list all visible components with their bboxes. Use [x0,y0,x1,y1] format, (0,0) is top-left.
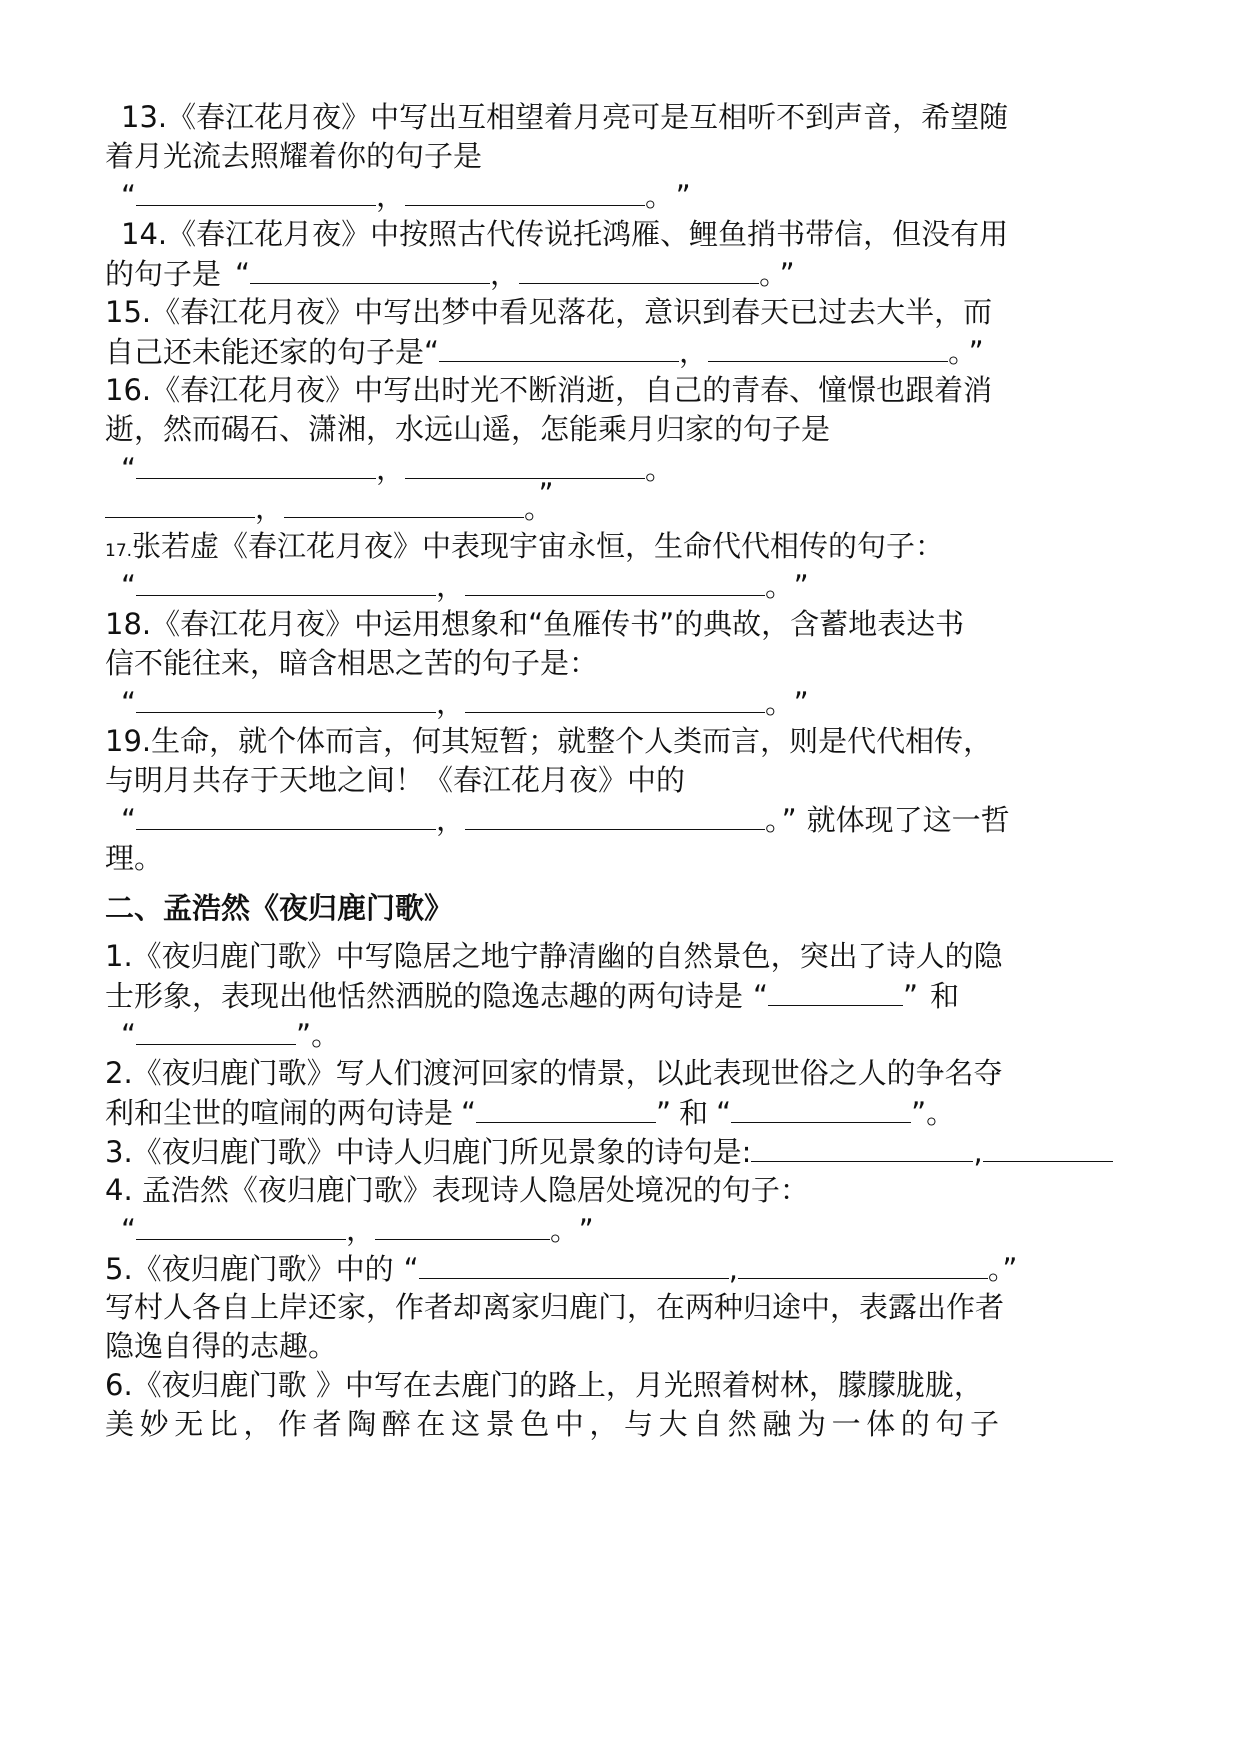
section2-question-2-line-2 [105,1091,955,1135]
question-13-line-1: 13.《春江花月夜》中写出互相望着月亮可是互相听不到声音，希望随 [121,100,1009,134]
answer-blank[interactable] [731,1091,911,1123]
answer-blank[interactable] [136,174,376,206]
answer-blank[interactable] [136,681,436,713]
section-heading: 二、孟浩然《夜归鹿门歌》 [105,891,454,925]
open-quote: “ [461,1096,477,1130]
question-19-tail: 就体现了这一哲 [806,803,1010,837]
close-quote: ” [538,477,554,511]
open-quote: “ [121,569,137,603]
question-16-line-2: 逝，然而碣石、潇湘，水远山遥，怎能乘月归家的句子是 [105,412,831,446]
section2-question-1-answer-line [121,1013,340,1057]
period: 。 [765,803,780,837]
answer-blank[interactable] [751,1130,973,1162]
answer-blank[interactable] [519,252,759,284]
answer-blank[interactable] [136,1013,296,1045]
period: 。 [759,257,774,291]
section2-question-3-text: 3.《夜归鹿门歌》中诗人归鹿门所见景象的诗句是: [105,1135,752,1169]
answer-blank[interactable] [465,564,765,596]
open-quote: “ [235,257,251,291]
period: 。 [524,491,539,525]
comma: ， [346,1213,376,1247]
period-close-quote: 。” [987,1252,1018,1286]
answer-blank[interactable] [105,486,255,518]
open-quote: “ [403,1252,419,1286]
comma: , [973,1135,983,1169]
comma: , [728,1252,738,1286]
period: 。 [550,1213,565,1247]
question-13-line-2: 着月光流去照耀着你的句子是 [105,139,483,173]
question-19-line-4: 理。 [105,841,164,875]
answer-blank[interactable] [405,174,645,206]
question-14-line-1: 14.《春江花月夜》中按照古代传说托鸿雁、鲤鱼捎书带信，但没有用 [121,217,1009,251]
and-connector: 和 [679,1096,709,1130]
section2-question-5-line-3: 隐逸自得的志趣。 [105,1329,338,1363]
close-quote: ” [793,686,809,720]
answer-blank[interactable] [136,1208,346,1240]
question-18-answer-line [121,681,809,725]
answer-blank[interactable] [250,252,490,284]
period: 。 [926,1096,956,1130]
answer-blank[interactable] [375,1208,550,1240]
period: 。 [311,1018,341,1052]
comma: ， [376,179,406,213]
answer-blank[interactable] [476,1091,656,1123]
question-17-number: 17. [105,541,133,561]
answer-blank[interactable] [465,681,765,713]
close-quote: ” [675,179,691,213]
section2-question-5-line-2: 写村人各自上岸还家，作者却离家归鹿门，在两种归途中，表露出作者 [105,1290,1005,1324]
section2-question-5-text: 5.《夜归鹿门歌》中的 [105,1252,394,1286]
section2-question-6-line-1: 6.《夜归鹿门歌 》中写在去鹿门的路上，月光照着树林，朦朦胧胧， [105,1368,983,1402]
section2-question-4-line-1: 4. 孟浩然《夜归鹿门歌》表现诗人隐居处境况的句子： [105,1173,809,1207]
answer-blank[interactable] [419,1247,729,1279]
question-15-text: 自己还未能还家的句子是 [105,335,425,369]
period: 。 [765,686,780,720]
and-connector: 和 [930,979,960,1013]
close-quote: ” [911,1096,927,1130]
comma: ， [436,686,466,720]
question-16-line-1: 16.《春江花月夜》中写出时光不断消逝，自己的青春、憧憬也跟着消 [105,373,993,407]
comma: ， [376,452,406,486]
section2-question-2-text: 利和尘世的喧闹的两句诗是 [105,1096,454,1130]
question-15-line-1: 15.《春江花月夜》中写出梦中看见落花，意识到春天已过去大半，而 [105,295,993,329]
comma: ， [255,491,285,525]
answer-blank[interactable] [708,330,948,362]
open-quote: “ [716,1096,732,1130]
period: 。 [765,569,780,603]
section2-question-3-line [105,1130,1113,1174]
period: 。 [948,335,963,369]
open-quote: “ [121,1213,137,1247]
question-19-line-2: 与明月共存于天地之间！《春江花月夜》中的 [105,763,686,797]
close-quote: ” [578,1213,594,1247]
close-quote: ” [779,257,795,291]
close-quote: ” [968,335,984,369]
answer-blank[interactable] [983,1130,1113,1162]
section2-question-1-text: 士形象，表现出他恬然洒脱的隐逸志趣的两句诗是 [105,979,744,1013]
question-16-answer-line-2 [105,477,554,530]
question-19-answer-line [121,798,1010,842]
answer-blank[interactable] [405,447,645,479]
question-18-line-2: 信不能往来，暗含相思之苦的句子是： [105,646,599,680]
question-13-answer-line [121,174,691,218]
close-quote: ” [781,803,797,837]
section2-question-5-line-1 [105,1247,1017,1291]
open-quote: “ [753,979,769,1013]
question-14-line-2 [105,252,795,296]
period: 。 [645,179,660,213]
answer-blank[interactable] [284,486,524,518]
comma: ， [490,257,520,291]
close-quote: ” [296,1018,312,1052]
question-16-answer-line-1 [121,447,674,491]
answer-blank[interactable] [768,974,903,1006]
open-quote: “ [121,452,137,486]
open-quote: “ [121,686,137,720]
period: 。 [645,452,675,486]
answer-blank[interactable] [439,330,679,362]
answer-blank[interactable] [136,447,376,479]
question-15-line-2 [105,330,984,374]
close-quote: ” [656,1096,672,1130]
open-quote: “ [424,335,440,369]
section2-question-6-line-2: 美妙无比，作者陶醉在这景色中，与大自然融为一体的句子 [105,1407,1005,1441]
section2-question-4-answer-line [121,1208,594,1252]
question-17-answer-line [121,564,809,608]
section2-question-2-line-1: 2.《夜归鹿门歌》写人们渡河回家的情景，以此表现世俗之人的争名夺 [105,1056,1003,1090]
section2-question-1-line-1: 1.《夜归鹿门歌》中写隐居之地宁静清幽的自然景色，突出了诗人的隐 [105,939,1003,973]
answer-blank[interactable] [136,564,436,596]
section2-question-1-line-2 [105,974,959,1018]
answer-blank[interactable] [465,798,765,830]
question-14-text: 的句子是 [105,257,222,291]
comma: ， [436,803,466,837]
comma: ， [436,569,466,603]
question-19-line-1: 19.生命，就个体而言，何其短暂；就整个人类而言，则是代代相传， [105,724,993,758]
comma: ， [679,335,709,369]
open-quote: “ [121,803,137,837]
close-quote: ” [903,979,919,1013]
answer-blank[interactable] [738,1247,988,1279]
open-quote: “ [121,1018,137,1052]
close-quote: ” [793,569,809,603]
open-quote: “ [121,179,137,213]
answer-blank[interactable] [136,798,436,830]
question-17-text: 张若虚《春江花月夜》中表现宇宙永恒，生命代代相传的句子： [132,529,945,563]
question-18-line-1: 18.《春江花月夜》中运用想象和“鱼雁传书”的典故，含蓄地表达书 [105,607,965,641]
